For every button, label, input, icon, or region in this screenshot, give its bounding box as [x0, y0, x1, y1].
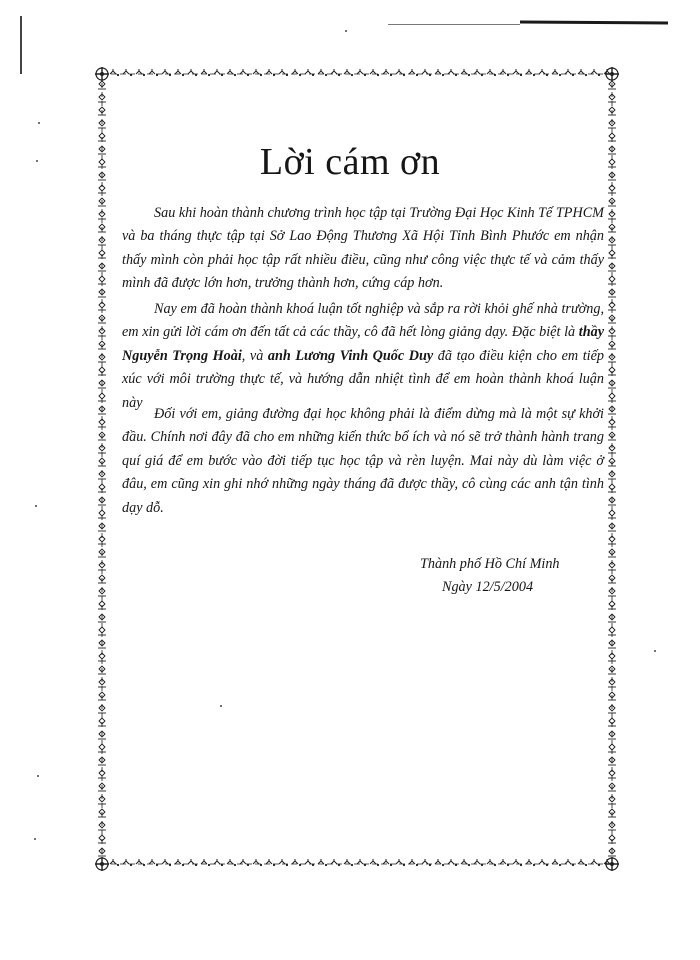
paragraph-intro: Sau khi hoàn thành chương trình học tập tại Trường Đại Học Kinh Tế TPHCM và ba tháng thực tập tại Sở Lao Động Thương Xã Hội Tỉnh Bình Phước em nhận thấy mình còn phải học tập rất nhiều điều, cũng như công việc thực tế và cảm thấy mình đã được lớn hơn, trưởng thành hơn, cứng cáp hơn.	[122, 205, 604, 292]
paragraph-thanks-text: Nay em đã hoàn thành khoá luận tốt nghiệp và sắp ra rời khỏi ghế nhà trường, em xin gửi lời cám ơn đến tất cả các thầy, cô đã hết lòng giảng dạy. Đặc biệt là	[122, 301, 604, 341]
scan-speck	[37, 775, 39, 777]
advisor-name: thầy Nguyễn Trọng Hoài	[122, 324, 604, 364]
scan-speck	[654, 650, 656, 652]
paragraph-thanks-text: đã tạo điều kiện cho em tiếp xúc với môi trường thực tế, và hướng dẫn nhiệt tình để em hoàn thành khoá luận này	[122, 347, 604, 411]
scan-speck	[345, 30, 347, 32]
page-title: Lời cám ơn	[259, 141, 441, 183]
scan-artifact-line	[520, 20, 668, 24]
signature-place: Thành phố Hồ Chí Minh	[420, 556, 560, 572]
signature-date: Ngày 12/5/2004	[442, 579, 534, 595]
paragraph-thanks	[122, 298, 604, 415]
scan-speck	[35, 505, 37, 507]
paragraph-thanks-text: , và	[241, 347, 268, 364]
mentor-name: anh Lương Vinh Quốc Duy	[267, 347, 434, 364]
scan-artifact-line	[388, 24, 520, 25]
scan-speck	[34, 838, 36, 840]
scan-artifact-edge	[20, 16, 22, 74]
scan-speck	[38, 122, 40, 124]
paragraph-closing: Đối với em, giảng đường đại học không phải là điểm dừng mà là một sự khởi đầu. Chính nơi đây đã cho em những kiến thức bổ ích và nó sẽ trở thành hành trang quí giá để em bước vào đời tiếp tục học tập và rèn luyện. Mai này dù làm việc ở đâu, em cũng xin ghi nhớ những ngày tháng đã được thầy, cô cùng các anh tận tình dạy dỗ.	[122, 406, 604, 516]
